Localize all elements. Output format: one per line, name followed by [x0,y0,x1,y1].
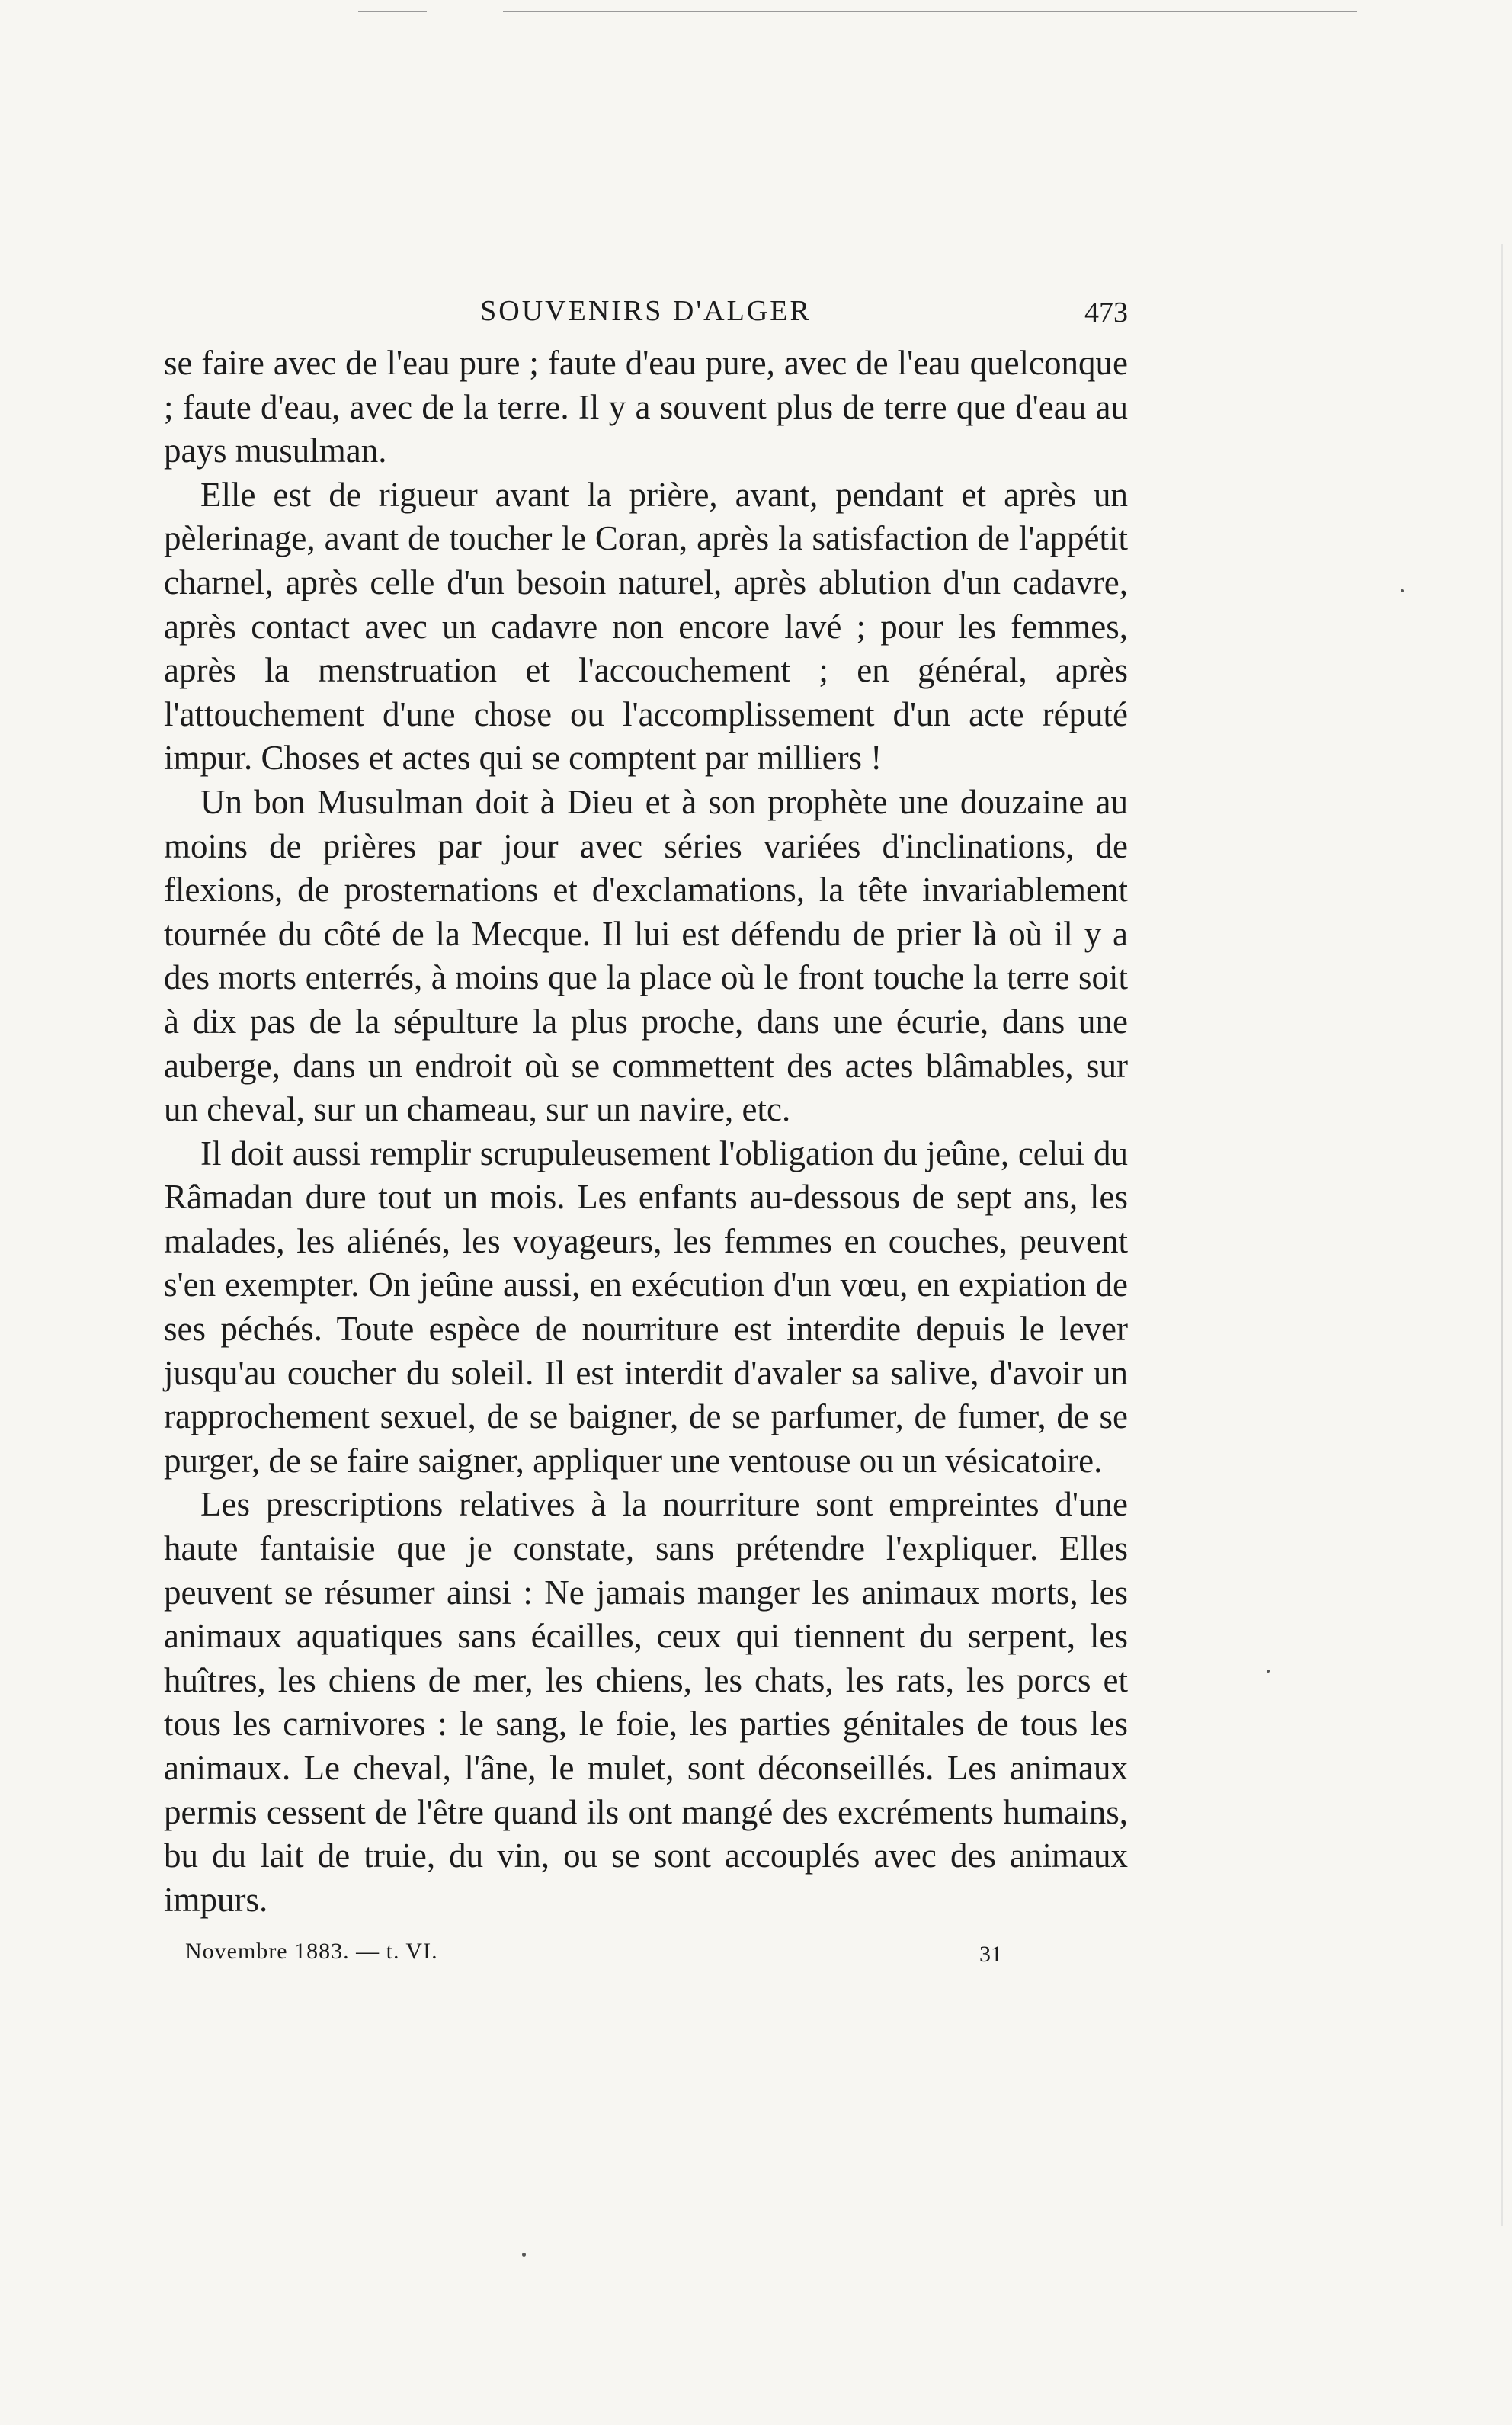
scan-speck [1401,589,1404,592]
book-page [164,284,1128,1981]
paragraph-3: Un bon Musulman doit à Dieu et à son prophète une douzaine au moins de prières par jour avec séries variées d'inclinations, de flexions, de prosternations et d'exclamations, la tête invariablement tournée du côté de la Mecque. Il lui est défendu de prier là où il y a des morts enterrés, à moins que la place où le front touche la terre soit à dix pas de la sépulture la plus proche, dans une écurie, dans une auberge, dans un endroit où se commettent des actes blâmables, sur un cheval, sur un chameau, sur un navire, etc. [164,782,1128,1129]
scan-speck [522,2253,526,2257]
signature-mark: 31 [979,1942,1002,1968]
running-title: SOUVENIRS D'ALGER [480,295,812,327]
page-edge-shadow [1501,244,1503,2226]
page-number: 473 [1084,297,1128,329]
paragraph-5: Les prescriptions relatives à la nourriture sont empreintes d'une haute fantaisie que je constate, sans prétendre l'expliquer. Elles peuvent se résumer ainsi : Ne jamais manger les animaux morts, les animaux aquatiques sans écailles, ceux qui tiennent du serpent, les huîtres, les chiens de mer, les chiens, les chats, les rats, les porcs et tous les carnivores : le sang, le foie, les parties génitales de tous les animaux. Le cheval, l'âne, le mulet, sont déconseillés. Les animaux permis cessent de l'être quand ils ont mangé des excréments humains, bu du lait de truie, du vin, ou se sont accouplés avec des animaux impurs. [164,1485,1128,1919]
running-header [164,284,1128,342]
body-text [164,342,1128,1922]
paragraph-4: Il doit aussi remplir scrupuleusement l'obligation du jeûne, celui du Râmadan dure tout un mois. Les enfants au-dessous de sept ans, les malades, les aliénés, les voyageurs, les femmes en couches, peuvent s'en exempter. On jeûne aussi, en exécution d'un vœu, en expiation de ses péchés. Toute espèce de nourriture est interdite depuis le lever jusqu'au coucher du soleil. Il est interdit d'avaler sa salive, d'avoir un rapprochement sexuel, de se baigner, de se parfumer, de fumer, de se purger, de se faire saigner, appliquer une ventouse ou un vésicatoire. [164,1134,1128,1480]
page-footer [164,1936,1128,1981]
top-scan-rule-left [358,11,427,12]
issue-line: Novembre 1883. — t. VI. [185,1939,438,1965]
paragraph-1: se faire avec de l'eau pure ; faute d'eau pure, avec de l'eau quelconque ; faute d'eau, avec de la terre. Il y a souvent plus de terre que d'eau au pays musulman. [164,344,1128,470]
scan-speck [1267,1670,1270,1673]
paragraph-2: Elle est de rigueur avant la prière, avant, pendant et après un pèlerinage, avant de toucher le Coran, après la satisfaction de l'appétit charnel, après celle d'un besoin naturel, après ablution d'un cadavre, après contact avec un cadavre non encore lavé ; pour les femmes, après la menstruation et l'accouchement ; en général, après l'attouchement d'une chose ou l'accomplissement d'un acte réputé impur. Choses et actes qui se comptent par milliers ! [164,475,1128,778]
top-scan-rule-right [503,11,1357,12]
